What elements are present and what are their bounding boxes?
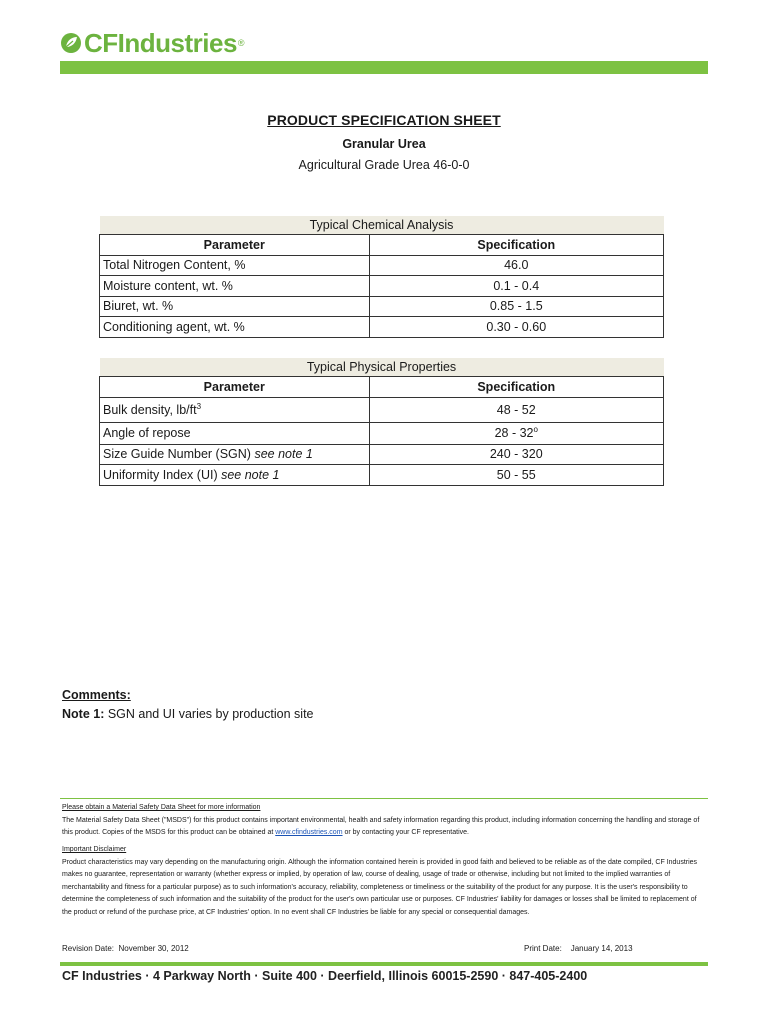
spec-cell: 0.30 - 0.60	[369, 317, 663, 338]
revision-label: Revision Date:	[62, 944, 115, 953]
spec-cell: 240 - 320	[369, 444, 664, 465]
note-1	[62, 707, 314, 721]
revision-date	[62, 944, 189, 953]
table-row	[100, 296, 664, 317]
brand-name: CFIndustries	[84, 27, 237, 58]
parameter-cell: Conditioning agent, wt. %	[100, 317, 370, 338]
physical-properties-table	[99, 358, 664, 486]
parameter-cell: Biuret, wt. %	[100, 296, 370, 317]
page-title: PRODUCT SPECIFICATION SHEET	[267, 112, 501, 128]
chemical-analysis-table	[99, 216, 664, 338]
msds-text-end: or by contacting your CF representative.	[342, 829, 469, 837]
table-caption: Typical Physical Properties	[100, 358, 664, 377]
print-value: January 14, 2013	[570, 944, 633, 953]
disclaimer-body: Product characteristics may vary depending on the manufacturing origin. Although the information contained herein is provided in good faith and believed to be reliable as of the date compiled, CF Industries makes no guarantee, representation or warranty (whether express or implied, by operation of law, course of dealing, usage of trade or otherwise, including but not limited to the implied warranties of merchantability and fitness for a particular purpose) as to such information's accuracy, reliability, completeness or timeliness or the suitability of the product for any purpose. It is the user's responsibility to determine the completeness of such information and the suitability of the product for the user's own particular use or purposes. CF Industries' liability for damages or losses shall be limited to replacement of the product or refund of the purchase price, at CF Industries' option. In no event shall CF Industries be liable for any special or consequential damages.	[62, 859, 698, 916]
note-reference: see note 1	[221, 467, 280, 482]
parameter-cell: Total Nitrogen Content, %	[100, 255, 370, 276]
leaf-logo-icon	[60, 32, 82, 54]
revision-value: November 30, 2012	[118, 944, 189, 953]
msds-heading: Please obtain a Material Safety Data Sheet for more information	[62, 804, 261, 811]
cfindustries-link[interactable]: www.cfindustries.com	[275, 829, 343, 837]
table-row	[100, 444, 664, 465]
superscript: o	[533, 425, 538, 435]
parameter-text: Size Guide Number (SGN)	[103, 447, 255, 462]
column-header: Parameter	[100, 377, 370, 398]
table-row	[100, 465, 664, 486]
msds-text: The Material Safety Data Sheet ("MSDS") for this product contains important environmental, health and safety information regarding this product, including information concerning the handling and storage of this product. Copies of the MSDS for this product can be obtained at	[62, 817, 700, 837]
spec-cell: 0.85 - 1.5	[369, 296, 663, 317]
superscript: 3	[196, 401, 202, 411]
parameter-cell	[100, 465, 370, 486]
table-row	[100, 317, 664, 338]
note-text: SGN and UI varies by production site	[104, 707, 314, 721]
note-label: Note 1:	[62, 707, 105, 721]
column-header: Parameter	[100, 235, 370, 256]
comments-label: Comments:	[62, 688, 131, 702]
table-row	[100, 397, 664, 422]
table-caption: Typical Chemical Analysis	[100, 216, 664, 235]
disclaimer-heading: Important Disclaimer	[62, 846, 127, 853]
product-grade: Agricultural Grade Urea 46-0-0	[298, 158, 470, 172]
column-header: Specification	[369, 377, 664, 398]
spec-cell	[369, 422, 664, 444]
parameter-cell	[100, 397, 370, 422]
spec-cell: 48 - 52	[369, 397, 664, 422]
header-bar	[60, 61, 708, 74]
parameter-text: Uniformity Index (UI)	[103, 467, 222, 482]
spec-cell: 0.1 - 0.4	[369, 276, 663, 297]
product-name: Granular Urea	[342, 137, 426, 151]
spec-cell: 50 - 55	[369, 465, 664, 486]
parameter-cell	[100, 444, 370, 465]
footer-divider	[60, 798, 708, 799]
table-row	[100, 422, 664, 444]
msds-body	[62, 815, 707, 840]
parameter-cell: Angle of repose	[100, 422, 370, 444]
print-date	[524, 944, 633, 953]
note-reference: see note 1	[254, 447, 313, 462]
registered-mark: ®	[237, 38, 245, 48]
print-label: Print Date:	[524, 944, 562, 953]
parameter-cell: Moisture content, wt. %	[100, 276, 370, 297]
spec-text: 28 - 32	[494, 426, 534, 441]
spec-cell: 46.0	[369, 255, 663, 276]
company-logo	[60, 28, 245, 58]
footer-bar	[60, 962, 708, 966]
column-header: Specification	[369, 235, 663, 256]
parameter-text: Bulk density, lb/ft	[103, 403, 197, 418]
table-row	[100, 276, 664, 297]
company-address: CF Industries · 4 Parkway North · Suite 400 · Deerfield, Illinois 60015-2590 · 847-405-2400	[62, 969, 588, 983]
table-row	[100, 255, 664, 276]
